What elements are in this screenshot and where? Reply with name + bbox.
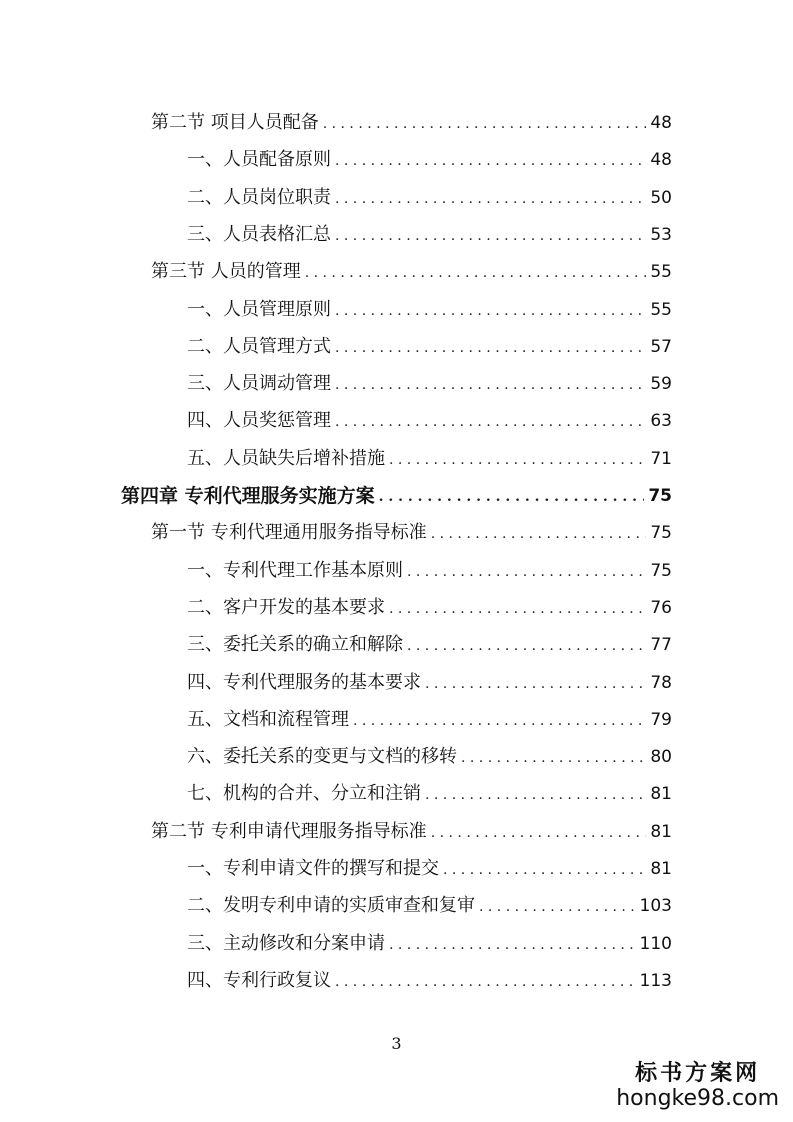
toc-entry-page: 50 xyxy=(650,188,672,208)
toc-entry-title: 第二节 项目人员配备 xyxy=(151,112,319,133)
toc-entry-item[interactable] xyxy=(187,179,672,209)
toc-entry-title: 三、人员表格汇总 xyxy=(187,224,331,245)
dot-leader xyxy=(389,600,646,619)
toc-entry-page: 81 xyxy=(650,822,672,842)
toc-entry-item[interactable] xyxy=(187,887,672,917)
dot-leader xyxy=(407,563,646,582)
toc-entry-title: 一、人员配备原则 xyxy=(187,149,331,170)
toc-entry-page: 81 xyxy=(650,859,672,879)
dot-leader xyxy=(407,637,646,656)
toc-entry-title: 三、委托关系的确立和解除 xyxy=(187,634,403,655)
toc-entry-title: 二、客户开发的基本要求 xyxy=(187,597,385,618)
toc-entry-item[interactable] xyxy=(187,626,672,656)
toc-entry-page: 53 xyxy=(650,225,672,245)
toc-entry-title: 第三节 人员的管理 xyxy=(151,261,301,282)
dot-leader xyxy=(335,227,646,246)
toc-entry-item[interactable] xyxy=(187,962,672,992)
toc-entry-item[interactable] xyxy=(187,589,672,619)
toc-entry-section[interactable] xyxy=(151,104,672,134)
toc-entry-page: 48 xyxy=(650,150,672,170)
toc-entry-section[interactable] xyxy=(151,813,672,843)
watermark-logo xyxy=(616,1060,779,1112)
toc-entry-title: 二、人员岗位职责 xyxy=(187,187,331,208)
toc-entry-item[interactable] xyxy=(187,402,672,432)
toc-entry-page: 110 xyxy=(639,934,672,954)
toc-entry-item[interactable] xyxy=(187,850,672,880)
toc-entry-item[interactable] xyxy=(187,775,672,805)
toc-entry-title: 四、专利行政复议 xyxy=(187,970,331,991)
toc-entry-title: 第四章 专利代理服务实施方案 xyxy=(121,485,375,507)
toc-entry-title: 三、人员调动管理 xyxy=(187,373,331,394)
toc-entry-section[interactable] xyxy=(151,253,672,283)
toc-entry-item[interactable] xyxy=(187,141,672,171)
toc-entry-title: 五、文档和流程管理 xyxy=(187,709,349,730)
page-number: 3 xyxy=(391,1034,402,1053)
toc-entry-page: 59 xyxy=(650,374,672,394)
dot-leader xyxy=(335,339,646,358)
toc-entry-item[interactable] xyxy=(187,664,672,694)
toc-entry-chapter[interactable] xyxy=(121,477,672,507)
toc-entry-page: 75 xyxy=(648,486,672,506)
dot-leader xyxy=(379,488,645,507)
toc-entry-title: 七、机构的合并、分立和注销 xyxy=(187,783,421,804)
dot-leader xyxy=(353,712,646,731)
toc-entry-title: 三、主动修改和分案申请 xyxy=(187,933,385,954)
dot-leader xyxy=(305,264,647,283)
dot-leader xyxy=(431,525,647,544)
toc-entry-title: 一、专利申请文件的撰写和提交 xyxy=(187,858,439,879)
dot-leader xyxy=(389,936,636,955)
toc-entry-page: 75 xyxy=(650,523,672,543)
toc-entry-item[interactable] xyxy=(187,216,672,246)
toc-entry-page: 113 xyxy=(639,971,672,991)
dot-leader xyxy=(335,190,646,209)
dot-leader xyxy=(323,115,647,134)
watermark-chinese: 标书方案网 xyxy=(635,1060,761,1086)
toc-entry-item[interactable] xyxy=(187,738,672,768)
dot-leader xyxy=(425,786,646,805)
toc-entry-item[interactable] xyxy=(187,365,672,395)
toc-entry-title: 一、人员管理原则 xyxy=(187,299,331,320)
toc-entry-page: 71 xyxy=(650,449,672,469)
toc-entry-page: 78 xyxy=(650,673,672,693)
dot-leader xyxy=(335,152,646,171)
toc-entry-page: 81 xyxy=(650,784,672,804)
toc-entry-title: 四、人员奖惩管理 xyxy=(187,410,331,431)
dot-leader xyxy=(389,451,646,470)
toc-entry-page: 63 xyxy=(650,411,672,431)
dot-leader xyxy=(479,898,636,917)
toc-entry-page: 77 xyxy=(650,635,672,655)
dot-leader xyxy=(431,824,647,843)
toc-entry-title: 第二节 专利申请代理服务指导标准 xyxy=(151,821,427,842)
toc-entry-page: 55 xyxy=(650,300,672,320)
dot-leader xyxy=(335,302,646,321)
toc-entry-item[interactable] xyxy=(187,328,672,358)
toc-entry-title: 第一节 专利代理通用服务指导标准 xyxy=(151,522,427,543)
toc-entry-item[interactable] xyxy=(187,552,672,582)
toc-entry-page: 57 xyxy=(650,337,672,357)
dot-leader xyxy=(335,376,646,395)
toc-entry-title: 一、专利代理工作基本原则 xyxy=(187,560,403,581)
dot-leader xyxy=(443,861,646,880)
toc-entry-page: 103 xyxy=(639,896,672,916)
toc-entry-item[interactable] xyxy=(187,925,672,955)
toc-entry-page: 79 xyxy=(650,710,672,730)
toc-entry-page: 55 xyxy=(650,262,672,282)
toc-entry-item[interactable] xyxy=(187,291,672,321)
toc-entry-page: 48 xyxy=(650,113,672,133)
toc-entry-title: 五、人员缺失后增补措施 xyxy=(187,448,385,469)
toc-entry-page: 76 xyxy=(650,598,672,618)
toc-entry-title: 六、委托关系的变更与文档的移转 xyxy=(187,746,457,767)
toc-entry-title: 二、发明专利申请的实质审查和复审 xyxy=(187,895,475,916)
dot-leader xyxy=(335,973,636,992)
dot-leader xyxy=(425,675,646,694)
toc-entry-title: 二、人员管理方式 xyxy=(187,336,331,357)
toc-entry-item[interactable] xyxy=(187,440,672,470)
toc-entry-item[interactable] xyxy=(187,701,672,731)
watermark-url: hongke98.com xyxy=(616,1086,779,1111)
toc-entry-title: 四、专利代理服务的基本要求 xyxy=(187,672,421,693)
toc-entry-section[interactable] xyxy=(151,514,672,544)
toc-entry-page: 80 xyxy=(650,747,672,767)
dot-leader xyxy=(335,413,646,432)
dot-leader xyxy=(461,749,646,768)
toc-entry-page: 75 xyxy=(650,561,672,581)
